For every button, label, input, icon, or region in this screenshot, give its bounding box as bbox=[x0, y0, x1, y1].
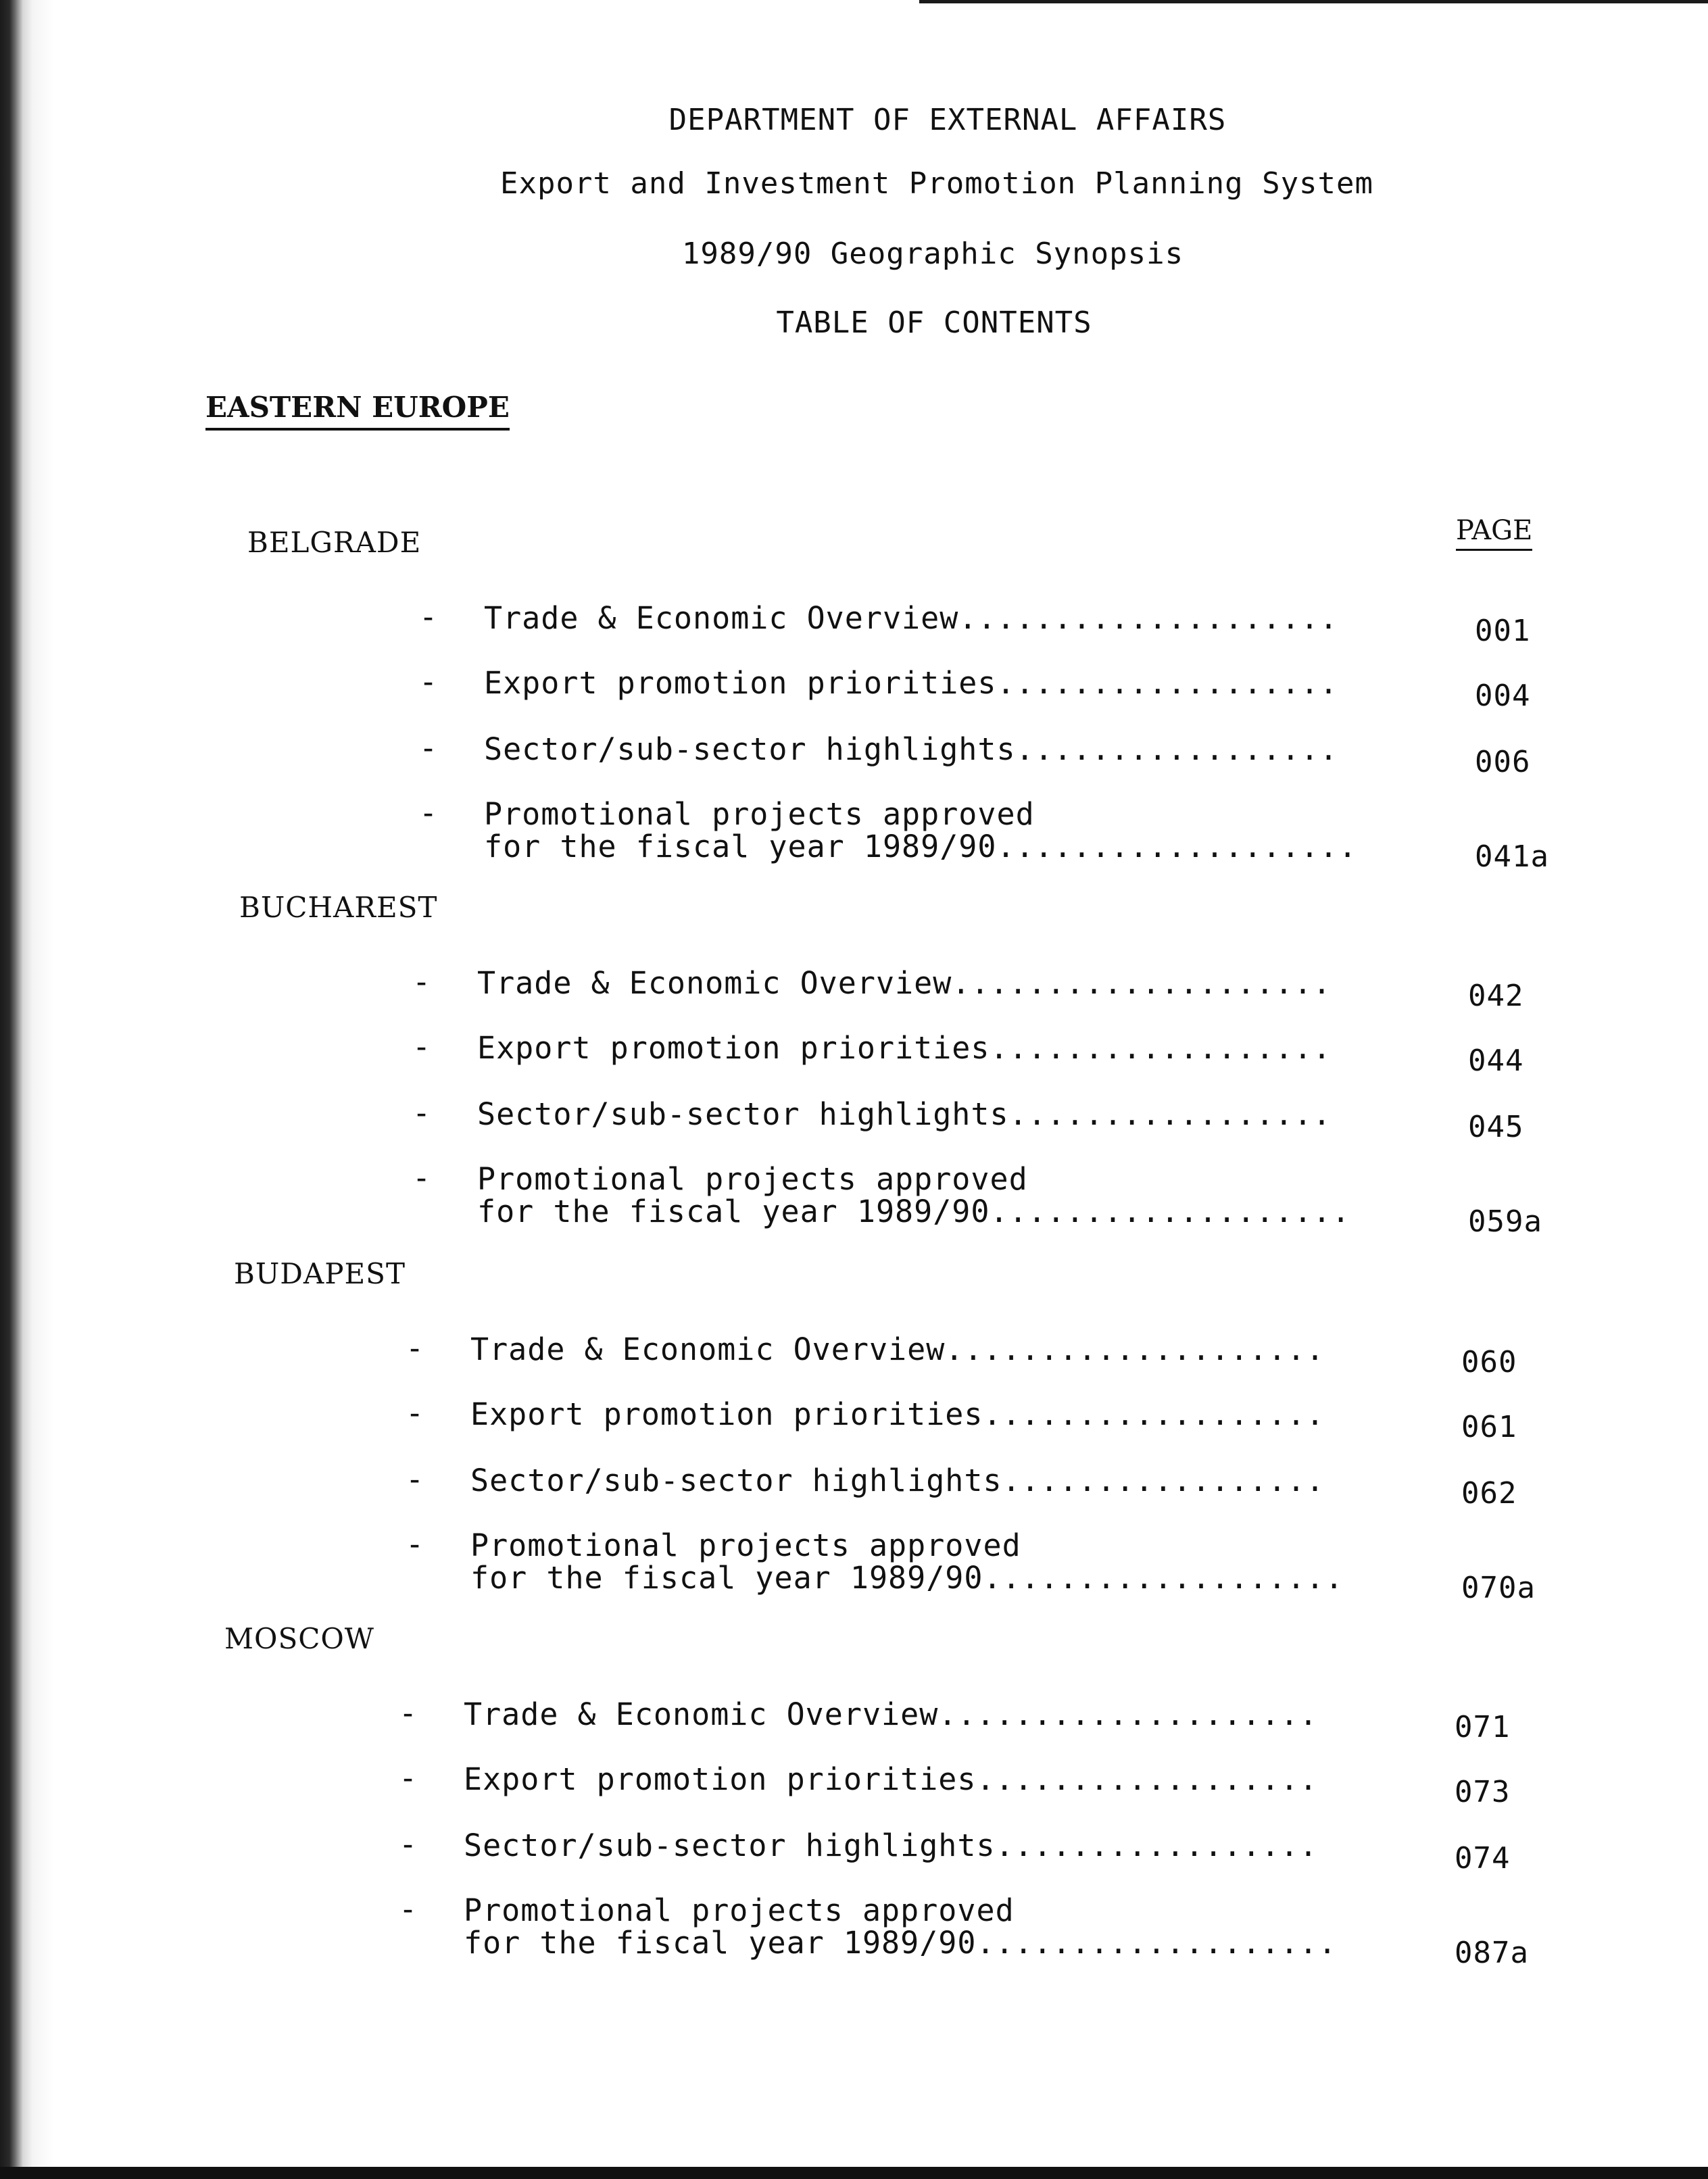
bullet-dash: - bbox=[399, 1695, 418, 1731]
bullet-dash: - bbox=[419, 795, 438, 831]
toc-entry: Promotional projects approved bbox=[470, 1527, 1021, 1563]
page-number: 059a bbox=[1468, 1204, 1542, 1239]
page-number: 070a bbox=[1461, 1571, 1536, 1605]
toc-entry: Export promotion priorities.................. bbox=[484, 665, 1339, 701]
bullet-dash: - bbox=[412, 1160, 431, 1196]
toc-entry-continuation: for the fiscal year 1989/90................... bbox=[484, 829, 1358, 864]
toc-entry: Trade & Economic Overview.................... bbox=[464, 1696, 1319, 1732]
city-heading: BELGRADE bbox=[247, 526, 422, 559]
bullet-dash: - bbox=[419, 730, 438, 766]
toc-entry: Sector/sub-sector highlights................. bbox=[470, 1463, 1325, 1498]
bullet-dash: - bbox=[399, 1760, 418, 1796]
city-heading: MOSCOW bbox=[224, 1622, 374, 1655]
page-number: 074 bbox=[1455, 1841, 1511, 1876]
toc-entry: Promotional projects approved bbox=[477, 1161, 1028, 1197]
city-heading: BUCHAREST bbox=[239, 891, 438, 924]
toc-entry: Sector/sub-sector highlights................. bbox=[464, 1828, 1319, 1863]
scan-bottom-edge bbox=[0, 2167, 1708, 2179]
bullet-dash: - bbox=[399, 1826, 418, 1862]
department-title: DEPARTMENT OF EXTERNAL AFFAIRS bbox=[668, 103, 1227, 137]
toc-entry: Export promotion priorities.................. bbox=[464, 1761, 1319, 1797]
page-number: 042 bbox=[1468, 979, 1524, 1013]
page-number: 073 bbox=[1455, 1775, 1511, 1809]
city-heading: BUDAPEST bbox=[234, 1257, 406, 1290]
page-number: 041a bbox=[1475, 839, 1549, 874]
toc-entry: Trade & Economic Overview.................... bbox=[484, 600, 1339, 636]
toc-entry: Export promotion priorities.................. bbox=[477, 1030, 1332, 1066]
page-number: 045 bbox=[1468, 1110, 1524, 1144]
scan-top-edge bbox=[919, 0, 1708, 3]
toc-entry: Trade & Economic Overview.................... bbox=[477, 965, 1332, 1001]
page-number: 001 bbox=[1475, 614, 1531, 648]
bullet-dash: - bbox=[412, 964, 431, 1000]
bullet-dash: - bbox=[412, 1029, 431, 1064]
page-column-header: PAGE bbox=[1456, 515, 1532, 551]
system-title: Export and Investment Promotion Planning System bbox=[499, 166, 1374, 201]
bullet-dash: - bbox=[406, 1395, 424, 1431]
bullet-dash: - bbox=[412, 1095, 431, 1131]
bullet-dash: - bbox=[419, 664, 438, 700]
section-heading: EASTERN EUROPE bbox=[205, 391, 510, 431]
bullet-dash: - bbox=[419, 599, 438, 635]
toc-entry-continuation: for the fiscal year 1989/90................... bbox=[470, 1560, 1344, 1596]
toc-title: TABLE OF CONTENTS bbox=[776, 305, 1092, 340]
toc-entry: Sector/sub-sector highlights................. bbox=[477, 1096, 1332, 1132]
toc-entry: Promotional projects approved bbox=[464, 1892, 1015, 1928]
page-number: 061 bbox=[1461, 1410, 1517, 1444]
bullet-dash: - bbox=[406, 1330, 424, 1366]
toc-entry: Sector/sub-sector highlights................. bbox=[484, 731, 1339, 767]
toc-entry: Promotional projects approved bbox=[484, 796, 1035, 832]
bullet-dash: - bbox=[406, 1461, 424, 1497]
page-number: 087a bbox=[1455, 1936, 1529, 1970]
toc-entry-continuation: for the fiscal year 1989/90................... bbox=[464, 1925, 1338, 1961]
scan-left-edge bbox=[0, 0, 54, 2179]
page-number: 071 bbox=[1455, 1710, 1511, 1744]
synopsis-title: 1989/90 Geographic Synopsis bbox=[681, 237, 1184, 271]
toc-entry: Export promotion priorities.................. bbox=[470, 1396, 1325, 1432]
page-number: 004 bbox=[1475, 679, 1531, 713]
toc-entry-continuation: for the fiscal year 1989/90................... bbox=[477, 1194, 1351, 1229]
bullet-dash: - bbox=[406, 1526, 424, 1562]
page-number: 062 bbox=[1461, 1476, 1517, 1511]
page-number: 060 bbox=[1461, 1345, 1517, 1379]
page-number: 006 bbox=[1475, 745, 1531, 779]
toc-entry: Trade & Economic Overview.................... bbox=[470, 1331, 1325, 1367]
page-number: 044 bbox=[1468, 1044, 1524, 1078]
bullet-dash: - bbox=[399, 1891, 418, 1927]
